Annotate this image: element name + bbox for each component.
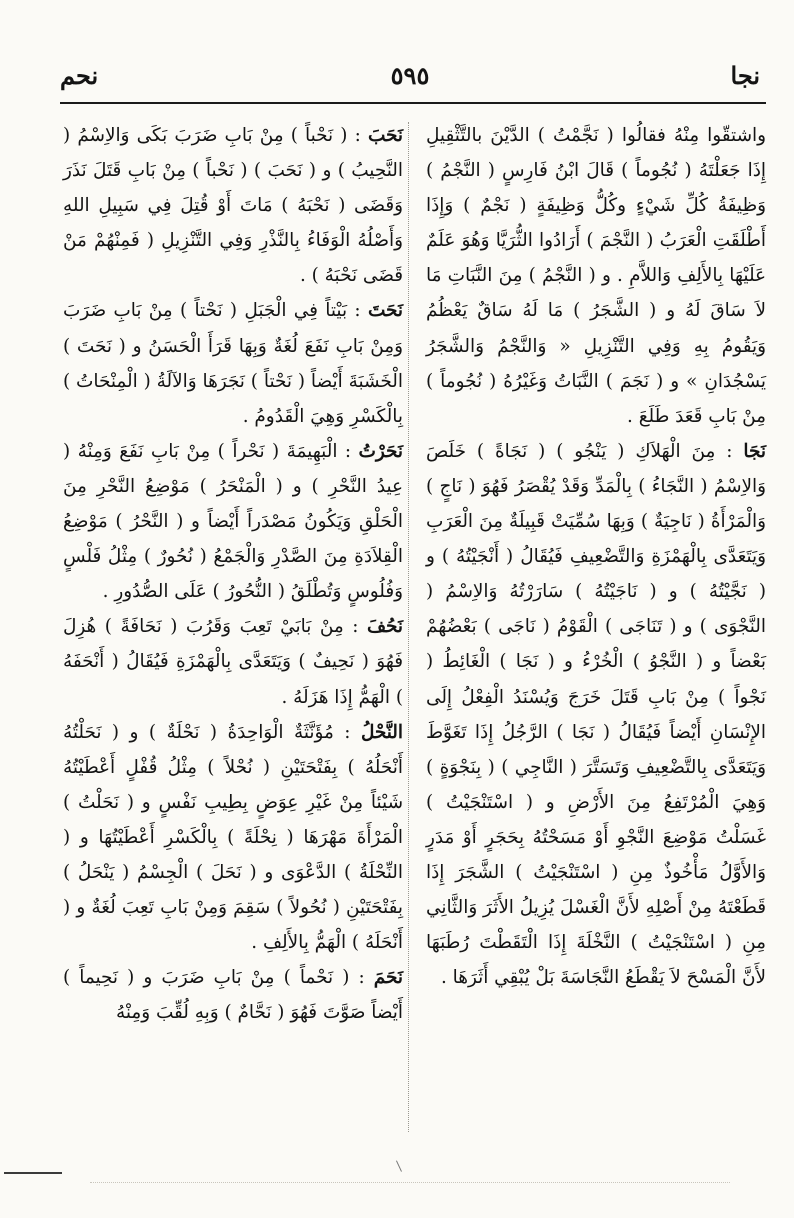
entry-text: : مِنْ بَابَيْ تَعِبَ وَقَرُبَ ( نَحَافَةً ) هُزِلَ فَهُوَ ( نَحِيفٌ ) وَيَتَعَدَّى بِالْهَمْزَةِ فَيُقَالُ ( أَنْحَفَهُ ) الْهَمُّ إِذَا هَزَلَهُ . [63, 616, 403, 708]
headword: نَحَرْتُ [358, 440, 403, 462]
page-number: ٥٩٥ [390, 61, 430, 90]
entry-text: : ( نَحْماً ) مِنْ بَابِ ضَرَبَ و ( نَحِيماً ) أَيْضاً صَوَّتَ فَهُوَ ( نَحَّامٌ ) وَبِهِ لُقِّبَ وَمِنْهُ [63, 967, 403, 1024]
entry-nahata [63, 293, 403, 433]
entry-naharat [63, 434, 403, 609]
entry-text: : ( نَحْباً ) مِنْ بَابِ ضَرَبَ بَكَى وَالاِسْمُ ( النَّحِيبُ ) و ( نَحَبَ ) ( نَحْباً ) مِنْ بَابِ قَتَلَ نَذَرَ وَقَضَى ( نَحْبَهُ ) مَاتَ أَوْ قُتِلَ فِي سَبِيلِ اللهِ وَأَصْلُهُ الْوَفَاءُ بِالنَّذْرِ وَفِي التَّنْزِيلِ ( فَمِنْهُمْ مَنْ قَضَى نَحْبَهُ ) . [63, 125, 403, 287]
entry-text: : الْبَهِيمَةَ ( نَحْراً ) مِنْ بَابِ نَفَعَ وَمِنْهُ ( عِيدُ النَّحْرِ ) و ( الْمَنْحَرُ ) مَوْضِعُ النَّحْرِ مِنَ الْحَلْقِ وَيَكُونُ مَصْدَراً أَيْضاً و ( النَّحْرُ ) مَوْضِعُ الْقِلاَدَةِ مِنَ الصَّدْرِ وَالْجَمْعُ ( نُحُورٌ ) مِثْلُ فَلْسٍ وَفُلُوسٍ وَتُطْلَقُ ( النُّحُورُ ) عَلَى الصُّدُورِ . [63, 440, 403, 603]
entry-text: : مُؤَنَّثَةٌ الْوَاحِدَةُ ( نَحْلَةٌ ) و ( نَحَلْتُهُ أَنْحَلُهُ ) بِفَتْحَتَيْنِ ( نُحْلاً ) مِثْلُ قُفْلٍ أَعْطَيْتُهُ شَيْئاً مِنْ غَيْرِ عِوَضٍ بِطِيبِ نَفْسٍ و ( نَحَلْتُ ) الْمَرْأَةَ مَهْرَهَا ( نِحْلَةً ) بِالْكَسْرِ أَعْطَيْتُهَا و ( النِّحْلَةُ ) الدَّعْوَى و ( نَحَلَ ) الْجِسْمُ ( يَنْحَلُ ) بِفَتْحَتَيْنِ ( نُحُولاً ) سَقِمَ وَمِنْ بَابِ تَعِبَ لُغَةٌ و ( أَنْحَلَهُ ) الْهَمُّ بِالأَلِفِ . [63, 721, 403, 954]
scan-noise [90, 1182, 730, 1183]
header-rule [60, 102, 766, 104]
column-divider [408, 122, 409, 1132]
scan-mark [4, 1172, 62, 1174]
headword: نَحَتَ [367, 300, 403, 322]
right-column [426, 118, 766, 995]
entry-nahama [63, 960, 403, 1030]
headword: نَحُفَ [366, 616, 403, 638]
entry-text: : بَيْتاً فِي الْجَبَلِ ( نَحْتاً ) مِنْ بَابِ ضَرَبَ وَمِنْ بَابِ نَفَعَ لُغَةٌ وَبِهَا قَرَأَ الْحَسَنُ و ( نَحَتَ ) الْخَشَبَةَ أَيْضاً ( نَحْتاً ) نَجَرَهَا وَالآلَةُ ( الْمِنْحَاتُ ) بِالْكَسْرِ وَهِيَ الْقَدُومُ . [63, 300, 403, 427]
headword: نَجَا [743, 440, 766, 462]
headword: النَّحْلُ [360, 721, 403, 743]
entry-continuation: واشتقّوا مِنْهُ فقالُوا ( نَجَّمْتُ ) الدَّيْنَ بالتَّثْقِيلِ إِذَا جَعَلْتَهُ ( نُجُوماً ) قَالَ ابْنُ فَارِسٍ ( النَّجْمُ ) وَظِيفَةُ كُلِّ شَيْءٍ وكُلُّ وَظِيفَةٍ ( نَجْمٌ ) وَإِذَا أَطْلَقَتِ الْعَرَبُ ( النَّجْمَ ) أَرَادُوا الثُّرَيَّا وَهُوَ عَلَمٌ عَلَيْهَا بِالأَلِفِ وَاللاَّمِ . و ( النَّجْمُ ) مِنَ النَّبَاتِ مَا لاَ سَاقَ لَهُ و ( الشَّجَرُ ) مَا لَهُ سَاقٌ يَعْظُمُ وَيَقُومُ بِهِ وَفِي التَّنْزِيلِ « وَالنَّجْمُ وَالشَّجَرُ يَسْجُدَانِ » و ( نَجَمَ ) النَّبَاتُ وَغَيْرُهُ ( نُجُوماً ) مِنْ بَابِ قَعَدَ طَلَعَ . [426, 125, 766, 427]
entry-naja [426, 434, 766, 996]
left-column [63, 118, 403, 1030]
header-left-word: نحم [60, 61, 99, 90]
scan-mark [396, 1156, 411, 1172]
headword: نَحَبَ [367, 125, 403, 146]
entry-nahaba [63, 118, 403, 293]
entry-annahl [63, 715, 403, 961]
header-right-word: نجا [730, 61, 760, 90]
headword: نَحَمَ [373, 967, 403, 989]
entry-nahufa [63, 609, 403, 714]
page-header [60, 56, 760, 96]
entry-text: : مِنَ الْهَلاَكِ ( يَنْجُو ) ( نَجَاةً ) خَلَصَ وَالاِسْمُ ( النَّجَاءُ ) بِالْمَدِّ وَقَدْ يُقْصَرُ فَهُوَ ( نَاجٍ ) وَالْمَرْأَةُ ( نَاجِيَةٌ ) وَبِهَا سُمِّيَتْ قَبِيلَةٌ مِنَ الْعَرَبِ وَيَتَعَدَّى بِالْهَمْزَةِ وَالتَّضْعِيفِ فَيُقَالُ ( أَنْجَيْتُهُ ) و ( نَجَّيْتُهُ ) و ( نَاجَيْتُهُ ) سَارَرْتُهُ وَالاِسْمُ ( النَّجْوَى ) و ( تَنَاجَى ) الْقَوْمُ ( نَاجَى ) بَعْضُهُمْ بَعْضاً و ( النَّجْوُ ) الْخُرْءُ و ( نَجَا ) الْغَائِطُ ( نَجْواً ) مِنْ بَابِ قَتَلَ خَرَجَ وَيُسْنَدُ الْفِعْلُ إِلَى الإِنْسَانِ أَيْضاً فَيُقَالُ ( نَجَا ) الرَّجُلُ إِذَا تَغَوَّطَ وَيَتَعَدَّى بِالتَّضْعِيفِ وَتَسَتَّرَ ( النَّاجِي ) ( بِنَجْوَةٍ ) وَهِيَ الْمُرْتَفِعُ مِنَ الأَرْضِ و ( اسْتَنْجَيْتُ ) غَسَلْتُ مَوْضِعَ النَّجْوِ أَوْ مَسَحْتُهُ بِحَجَرٍ أَوْ مَدَرٍ وَالأَوَّلُ مَأْخُوذٌ مِنِ ( اسْتَنْجَيْتُ ) الشَّجَرَ إِذَا قَطَعْتَهُ مِنْ أَصْلِهِ لأَنَّ الْغَسْلَ يُزِيلُ الأَثَرَ وَالثَّانِي مِنِ ( اسْتَنْجَيْتُ ) النَّخْلَةَ إِذَا الْتَقَطْتَ رُطَبَهَا لأَنَّ الْمَسْحَ لاَ يَقْطَعُ النَّجَاسَةَ بَلْ يُبْقِي أَثَرَهَا . [426, 440, 766, 989]
